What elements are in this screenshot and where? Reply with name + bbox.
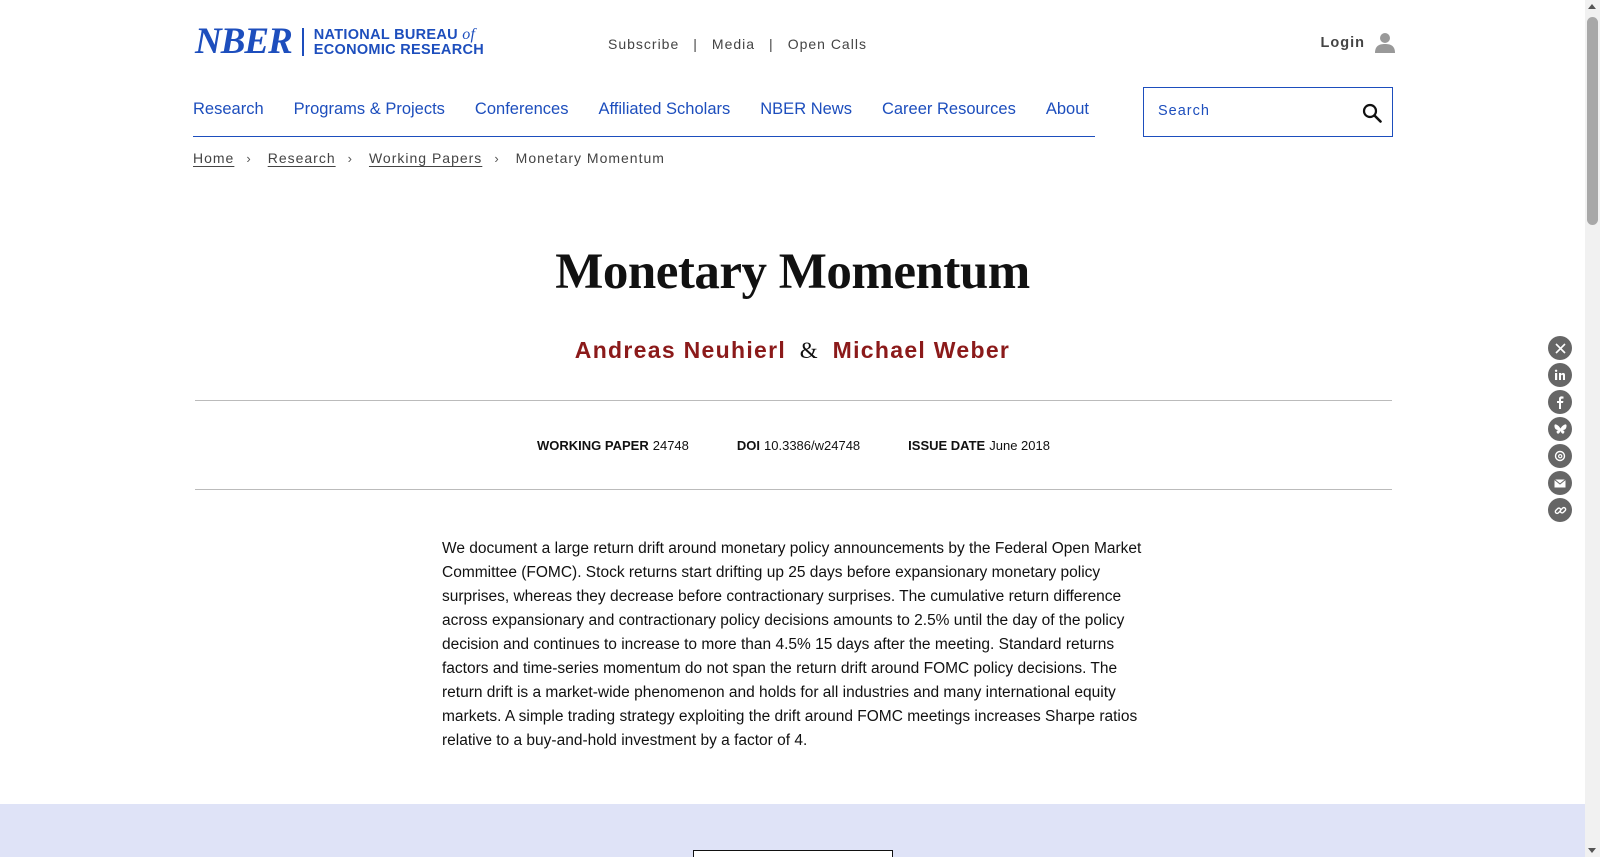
media-link[interactable]: Media: [711, 36, 756, 52]
search-input[interactable]: [1144, 88, 1344, 134]
nav-programs-projects[interactable]: Programs & Projects: [293, 100, 445, 118]
login-label: Login: [1320, 34, 1365, 51]
issue-date: ISSUE DATE June 2018: [908, 437, 1050, 453]
nav-affiliated-scholars[interactable]: Affiliated Scholars: [598, 100, 731, 118]
breadcrumb: [193, 150, 665, 166]
email-icon[interactable]: [1548, 471, 1572, 495]
main-nav: [193, 100, 1095, 137]
logo-divider: [302, 28, 304, 56]
linkedin-icon[interactable]: [1548, 363, 1572, 387]
breadcrumb-working-papers[interactable]: Working Papers: [368, 150, 483, 166]
share-bar: [1548, 336, 1572, 525]
breadcrumb-home[interactable]: Home: [193, 150, 235, 166]
nav-research[interactable]: Research: [193, 100, 264, 118]
nber-logo[interactable]: [195, 21, 485, 62]
page-scrollbar[interactable]: [1585, 0, 1600, 857]
paper-meta: [195, 400, 1392, 490]
x-icon[interactable]: [1548, 336, 1572, 360]
logo-mark: NBER: [195, 21, 292, 62]
breadcrumb-current: Monetary Momentum: [515, 150, 665, 166]
doi: DOI 10.3386/w24748: [736, 437, 861, 453]
author-link[interactable]: Michael Weber: [832, 337, 1011, 363]
nav-nber-news[interactable]: NBER News: [760, 100, 852, 118]
chevron-right-icon: ›: [246, 150, 252, 166]
abstract: We document a large return drift around monetary policy announcements by the Federal Open Market Committee (FOMC). Stock returns start drifting up 25 days before expansionary monetary policy surprises, whereas they decrease before contractionary surprises. The cumulative return difference across expansionary and contractionary policy decisions amounts to 2.5% until the day of the policy decision and continues to increase to more than 4.5% 15 days after the meeting. Standard returns factors and time-series momentum do not span the return drift around FOMC policy decisions. The return drift is a market-wide phenomenon and holds for all industries and many international equity markets. A simple trading strategy exploiting the drift around FOMC meetings increases Sharpe ratios relative to a buy-and-hold investment by a factor of 4.: [442, 540, 1142, 749]
user-icon: [1375, 32, 1395, 53]
chevron-right-icon: ›: [347, 150, 353, 166]
scroll-down-icon[interactable]: [1588, 848, 1596, 853]
nav-conferences[interactable]: Conferences: [474, 100, 569, 118]
scrollbar-thumb[interactable]: [1587, 17, 1598, 225]
nav-separator: |: [769, 36, 774, 52]
breadcrumb-research[interactable]: Research: [267, 150, 336, 166]
subscribe-link[interactable]: Subscribe: [608, 36, 680, 52]
nav-separator: |: [693, 36, 698, 52]
open-calls-link[interactable]: Open Calls: [787, 36, 867, 52]
download-button[interactable]: [693, 850, 893, 857]
utility-nav: [608, 36, 867, 52]
author-link[interactable]: Andreas Neuhierl: [574, 337, 787, 363]
threads-icon[interactable]: [1548, 444, 1572, 468]
chevron-right-icon: ›: [494, 150, 500, 166]
page-title: Monetary Momentum: [555, 244, 1030, 300]
logo-text: NATIONAL BUREAU of ECONOMIC RESEARCH: [313, 25, 485, 58]
working-paper-number: WORKING PAPER 24748: [537, 437, 689, 453]
bluesky-icon[interactable]: [1548, 417, 1572, 441]
login-button[interactable]: [1321, 32, 1395, 53]
authors: [0, 337, 1585, 364]
nav-career-resources[interactable]: Career Resources: [881, 100, 1016, 118]
link-icon[interactable]: [1548, 498, 1572, 522]
search-box: [1143, 87, 1393, 137]
facebook-icon[interactable]: [1548, 390, 1572, 414]
author-joiner: &: [799, 338, 819, 363]
download-section: [0, 804, 1585, 857]
scroll-up-icon[interactable]: [1588, 4, 1596, 9]
nav-about[interactable]: About: [1045, 100, 1089, 118]
search-icon[interactable]: [1362, 103, 1382, 123]
